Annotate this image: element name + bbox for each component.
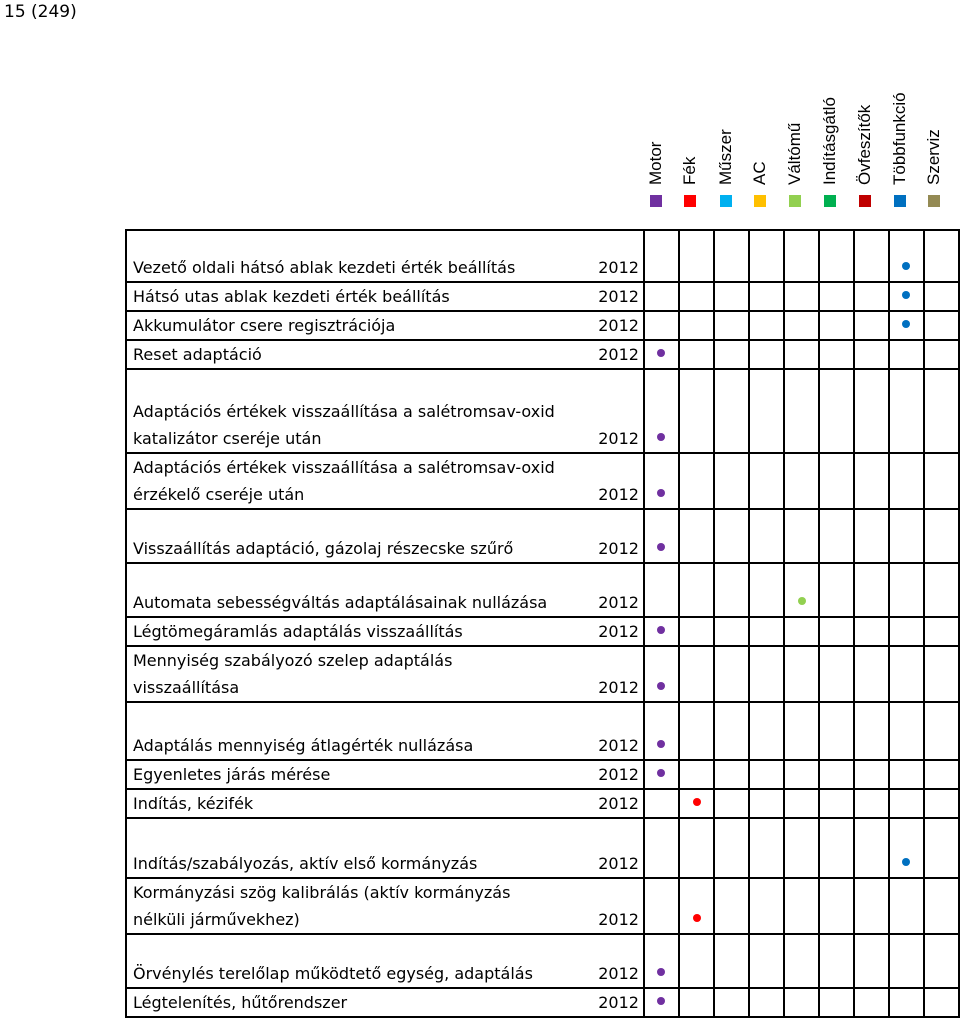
row-text: Hátsó utas ablak kezdeti érték beállítás xyxy=(133,287,450,306)
adaptation-table xyxy=(125,229,960,1018)
mark-cell-szerviz xyxy=(924,340,959,369)
column-label: Motor xyxy=(646,141,665,185)
row-description xyxy=(133,283,643,310)
row-text: Mennyiség szabályozó szelep adaptálás visszaállítása xyxy=(133,651,453,697)
mark-cell-ovfeszitok xyxy=(854,369,889,453)
row-text: Légtelenítés, hűtőrendszer xyxy=(133,993,348,1012)
mark-cell-ovfeszitok xyxy=(854,934,889,988)
mark-cell-szerviz xyxy=(924,453,959,509)
row-description xyxy=(133,454,643,508)
mark-cell-tobbfunkcio xyxy=(889,509,924,563)
mark-cell-szerviz xyxy=(924,702,959,760)
mark-cell-szerviz xyxy=(924,760,959,789)
category-dot-icon xyxy=(657,997,665,1005)
mark-cell-muszer xyxy=(714,646,749,702)
mark-cell-muszer xyxy=(714,509,749,563)
mark-cell-motor xyxy=(644,453,679,509)
mark-cell-szerviz xyxy=(924,646,959,702)
category-dot-icon xyxy=(657,740,665,748)
category-dot-icon xyxy=(902,262,910,270)
mark-cell-szerviz xyxy=(924,563,959,617)
mark-cell-muszer xyxy=(714,282,749,311)
category-dot-icon xyxy=(902,320,910,328)
column-label: Váltómű xyxy=(785,122,804,185)
row-text: Automata sebességváltás adaptálásainak nullázása xyxy=(133,593,548,612)
mark-cell-tobbfunkcio xyxy=(889,282,924,311)
table-row xyxy=(126,617,959,646)
mark-cell-ovfeszitok xyxy=(854,617,889,646)
mark-cell-ac xyxy=(749,311,784,340)
mark-cell-muszer xyxy=(714,563,749,617)
column-headers xyxy=(0,0,960,230)
column-label: Indításgátló xyxy=(820,97,839,185)
category-dot-icon xyxy=(657,769,665,777)
row-year: 2012 xyxy=(598,429,639,448)
mark-cell-ovfeszitok xyxy=(854,311,889,340)
mark-cell-valtomu xyxy=(784,282,819,311)
mark-cell-valtomu xyxy=(784,453,819,509)
row-description xyxy=(133,732,643,759)
mark-cell-inditasgatlo xyxy=(819,818,854,878)
mark-cell-ovfeszitok xyxy=(854,340,889,369)
row-description xyxy=(133,398,643,452)
mark-cell-ac xyxy=(749,282,784,311)
table-row xyxy=(126,818,959,878)
row-text: Reset adaptáció xyxy=(133,345,262,364)
mark-cell-fek xyxy=(679,934,714,988)
column-color-swatch xyxy=(894,195,906,207)
mark-cell-szerviz xyxy=(924,789,959,818)
row-description-cell xyxy=(126,988,644,1017)
mark-cell-tobbfunkcio xyxy=(889,760,924,789)
row-year: 2012 xyxy=(598,539,639,558)
mark-cell-tobbfunkcio xyxy=(889,453,924,509)
column-label: Többfunkció xyxy=(890,92,909,185)
row-text: Légtömegáramlás adaptálás visszaállítás xyxy=(133,622,463,641)
row-description xyxy=(133,254,643,281)
category-dot-icon xyxy=(798,597,806,605)
table-row xyxy=(126,369,959,453)
mark-cell-ac xyxy=(749,369,784,453)
mark-cell-ac xyxy=(749,702,784,760)
row-year: 2012 xyxy=(598,765,639,784)
row-description-cell xyxy=(126,282,644,311)
row-year: 2012 xyxy=(598,964,639,983)
table-row xyxy=(126,878,959,934)
row-text: Egyenletes járás mérése xyxy=(133,765,331,784)
mark-cell-muszer xyxy=(714,934,749,988)
category-dot-icon xyxy=(693,914,701,922)
table-row xyxy=(126,311,959,340)
mark-cell-ac xyxy=(749,789,784,818)
mark-cell-inditasgatlo xyxy=(819,878,854,934)
mark-cell-fek xyxy=(679,453,714,509)
mark-cell-tobbfunkcio xyxy=(889,789,924,818)
mark-cell-inditasgatlo xyxy=(819,563,854,617)
row-text: Akkumulátor csere regisztrációja xyxy=(133,316,396,335)
row-year: 2012 xyxy=(598,593,639,612)
mark-cell-szerviz xyxy=(924,509,959,563)
mark-cell-ac xyxy=(749,988,784,1017)
row-description-cell xyxy=(126,230,644,282)
row-description-cell xyxy=(126,369,644,453)
row-description-cell xyxy=(126,646,644,702)
mark-cell-ac xyxy=(749,934,784,988)
mark-cell-ac xyxy=(749,453,784,509)
mark-cell-inditasgatlo xyxy=(819,760,854,789)
category-dot-icon xyxy=(657,543,665,551)
mark-cell-tobbfunkcio xyxy=(889,311,924,340)
mark-cell-fek xyxy=(679,818,714,878)
row-text: Vezető oldali hátsó ablak kezdeti érték beállítás xyxy=(133,258,516,277)
mark-cell-muszer xyxy=(714,453,749,509)
category-dot-icon xyxy=(657,349,665,357)
row-description xyxy=(133,960,643,987)
row-description xyxy=(133,618,643,645)
mark-cell-inditasgatlo xyxy=(819,282,854,311)
table-row xyxy=(126,789,959,818)
mark-cell-ac xyxy=(749,617,784,646)
mark-cell-inditasgatlo xyxy=(819,340,854,369)
column-color-swatch xyxy=(754,195,766,207)
row-year: 2012 xyxy=(598,316,639,335)
mark-cell-ovfeszitok xyxy=(854,878,889,934)
row-description-cell xyxy=(126,509,644,563)
row-text: Örvénylés terelőlap működtető egység, adaptálás xyxy=(133,964,533,983)
mark-cell-szerviz xyxy=(924,230,959,282)
table-row xyxy=(126,563,959,617)
row-text: Visszaállítás adaptáció, gázolaj részecske szűrő xyxy=(133,539,514,558)
mark-cell-fek xyxy=(679,878,714,934)
mark-cell-szerviz xyxy=(924,282,959,311)
category-dot-icon xyxy=(657,489,665,497)
mark-cell-valtomu xyxy=(784,509,819,563)
mark-cell-valtomu xyxy=(784,230,819,282)
column-color-swatch xyxy=(650,195,662,207)
mark-cell-ac xyxy=(749,818,784,878)
mark-cell-valtomu xyxy=(784,369,819,453)
mark-cell-szerviz xyxy=(924,934,959,988)
row-description xyxy=(133,647,643,701)
mark-cell-ovfeszitok xyxy=(854,509,889,563)
row-text: Indítás, kézifék xyxy=(133,794,254,813)
row-description-cell xyxy=(126,878,644,934)
mark-cell-tobbfunkcio xyxy=(889,878,924,934)
column-label: Fék xyxy=(680,156,699,185)
row-year: 2012 xyxy=(598,910,639,929)
mark-cell-muszer xyxy=(714,789,749,818)
mark-cell-fek xyxy=(679,760,714,789)
mark-cell-inditasgatlo xyxy=(819,789,854,818)
mark-cell-fek xyxy=(679,230,714,282)
mark-cell-fek xyxy=(679,369,714,453)
mark-cell-inditasgatlo xyxy=(819,702,854,760)
mark-cell-valtomu xyxy=(784,563,819,617)
mark-cell-inditasgatlo xyxy=(819,646,854,702)
mark-cell-ovfeszitok xyxy=(854,563,889,617)
mark-cell-tobbfunkcio xyxy=(889,702,924,760)
mark-cell-inditasgatlo xyxy=(819,453,854,509)
mark-cell-ovfeszitok xyxy=(854,988,889,1017)
mark-cell-fek xyxy=(679,702,714,760)
mark-cell-tobbfunkcio xyxy=(889,340,924,369)
row-year: 2012 xyxy=(598,678,639,697)
row-description-cell xyxy=(126,311,644,340)
mark-cell-valtomu xyxy=(784,934,819,988)
row-year: 2012 xyxy=(598,854,639,873)
mark-cell-inditasgatlo xyxy=(819,369,854,453)
mark-cell-motor xyxy=(644,563,679,617)
column-color-swatch xyxy=(859,195,871,207)
mark-cell-motor xyxy=(644,878,679,934)
table-row xyxy=(126,988,959,1017)
mark-cell-ac xyxy=(749,230,784,282)
mark-cell-motor xyxy=(644,818,679,878)
column-label: AC xyxy=(750,161,769,185)
mark-cell-muszer xyxy=(714,230,749,282)
table-row xyxy=(126,702,959,760)
mark-cell-inditasgatlo xyxy=(819,230,854,282)
mark-cell-tobbfunkcio xyxy=(889,988,924,1017)
mark-cell-fek xyxy=(679,789,714,818)
mark-cell-inditasgatlo xyxy=(819,617,854,646)
mark-cell-muszer xyxy=(714,878,749,934)
category-dot-icon xyxy=(657,626,665,634)
mark-cell-muszer xyxy=(714,818,749,878)
category-dot-icon xyxy=(657,968,665,976)
mark-cell-muszer xyxy=(714,760,749,789)
mark-cell-ac xyxy=(749,340,784,369)
row-year: 2012 xyxy=(598,622,639,641)
table-row xyxy=(126,453,959,509)
column-label: Övfeszítők xyxy=(855,104,874,185)
mark-cell-fek xyxy=(679,617,714,646)
mark-cell-motor xyxy=(644,789,679,818)
row-text: Adaptációs értékek visszaállítása a salétromsav-oxid katalizátor cseréje után xyxy=(133,402,555,448)
category-dot-icon xyxy=(902,291,910,299)
mark-cell-valtomu xyxy=(784,760,819,789)
mark-cell-muszer xyxy=(714,988,749,1017)
column-label: Szerviz xyxy=(924,129,943,185)
mark-cell-valtomu xyxy=(784,789,819,818)
row-description xyxy=(133,879,643,933)
mark-cell-inditasgatlo xyxy=(819,934,854,988)
mark-cell-motor xyxy=(644,230,679,282)
row-description-cell xyxy=(126,453,644,509)
row-year: 2012 xyxy=(598,287,639,306)
mark-cell-tobbfunkcio xyxy=(889,934,924,988)
row-description-cell xyxy=(126,702,644,760)
table-row xyxy=(126,340,959,369)
mark-cell-muszer xyxy=(714,311,749,340)
mark-cell-motor xyxy=(644,282,679,311)
row-description xyxy=(133,535,643,562)
mark-cell-tobbfunkcio xyxy=(889,369,924,453)
mark-cell-fek xyxy=(679,988,714,1017)
mark-cell-valtomu xyxy=(784,988,819,1017)
mark-cell-tobbfunkcio xyxy=(889,617,924,646)
mark-cell-inditasgatlo xyxy=(819,988,854,1017)
category-dot-icon xyxy=(902,858,910,866)
row-description-cell xyxy=(126,340,644,369)
mark-cell-fek xyxy=(679,563,714,617)
mark-cell-ovfeszitok xyxy=(854,282,889,311)
mark-cell-szerviz xyxy=(924,617,959,646)
mark-cell-valtomu xyxy=(784,878,819,934)
mark-cell-ovfeszitok xyxy=(854,789,889,818)
mark-cell-ovfeszitok xyxy=(854,230,889,282)
mark-cell-muszer xyxy=(714,340,749,369)
mark-cell-ovfeszitok xyxy=(854,646,889,702)
mark-cell-valtomu xyxy=(784,818,819,878)
column-color-swatch xyxy=(928,195,940,207)
row-description-cell xyxy=(126,934,644,988)
column-label: Műszer xyxy=(716,129,735,185)
mark-cell-ac xyxy=(749,509,784,563)
mark-cell-valtomu xyxy=(784,340,819,369)
mark-cell-inditasgatlo xyxy=(819,509,854,563)
row-description-cell xyxy=(126,563,644,617)
mark-cell-szerviz xyxy=(924,988,959,1017)
mark-cell-fek xyxy=(679,282,714,311)
row-year: 2012 xyxy=(598,736,639,755)
mark-cell-szerviz xyxy=(924,878,959,934)
mark-cell-motor xyxy=(644,509,679,563)
row-description-cell xyxy=(126,789,644,818)
mark-cell-valtomu xyxy=(784,617,819,646)
column-color-swatch xyxy=(720,195,732,207)
row-text: Adaptálás mennyiség átlagérték nullázása xyxy=(133,736,474,755)
row-year: 2012 xyxy=(598,794,639,813)
mark-cell-motor xyxy=(644,702,679,760)
mark-cell-fek xyxy=(679,340,714,369)
page-number: 15 (249) xyxy=(4,2,77,22)
mark-cell-inditasgatlo xyxy=(819,311,854,340)
mark-cell-ovfeszitok xyxy=(854,760,889,789)
mark-cell-motor xyxy=(644,760,679,789)
table-row xyxy=(126,230,959,282)
column-color-swatch xyxy=(789,195,801,207)
row-description xyxy=(133,312,643,339)
category-dot-icon xyxy=(657,682,665,690)
row-description xyxy=(133,989,643,1016)
mark-cell-szerviz xyxy=(924,818,959,878)
mark-cell-muszer xyxy=(714,369,749,453)
mark-cell-valtomu xyxy=(784,702,819,760)
row-description xyxy=(133,589,643,616)
mark-cell-ac xyxy=(749,646,784,702)
table-row xyxy=(126,646,959,702)
column-color-swatch xyxy=(824,195,836,207)
mark-cell-fek xyxy=(679,311,714,340)
mark-cell-fek xyxy=(679,509,714,563)
row-text: Kormányzási szög kalibrálás (aktív kormányzás nélküli járművekhez) xyxy=(133,883,511,929)
mark-cell-valtomu xyxy=(784,311,819,340)
mark-cell-ovfeszitok xyxy=(854,818,889,878)
row-description-cell xyxy=(126,818,644,878)
row-year: 2012 xyxy=(598,258,639,277)
table-row xyxy=(126,760,959,789)
mark-cell-szerviz xyxy=(924,311,959,340)
mark-cell-motor xyxy=(644,311,679,340)
row-description xyxy=(133,790,643,817)
row-description-cell xyxy=(126,617,644,646)
mark-cell-ac xyxy=(749,760,784,789)
mark-cell-tobbfunkcio xyxy=(889,818,924,878)
mark-cell-szerviz xyxy=(924,369,959,453)
mark-cell-ac xyxy=(749,563,784,617)
row-description xyxy=(133,341,643,368)
mark-cell-motor xyxy=(644,988,679,1017)
row-year: 2012 xyxy=(598,485,639,504)
table-row xyxy=(126,509,959,563)
category-dot-icon xyxy=(657,433,665,441)
mark-cell-motor xyxy=(644,617,679,646)
table-row xyxy=(126,282,959,311)
row-description xyxy=(133,850,643,877)
mark-cell-muszer xyxy=(714,702,749,760)
mark-cell-valtomu xyxy=(784,646,819,702)
row-year: 2012 xyxy=(598,993,639,1012)
mark-cell-fek xyxy=(679,646,714,702)
row-description-cell xyxy=(126,760,644,789)
mark-cell-motor xyxy=(644,369,679,453)
mark-cell-tobbfunkcio xyxy=(889,646,924,702)
mark-cell-ovfeszitok xyxy=(854,453,889,509)
mark-cell-motor xyxy=(644,340,679,369)
column-color-swatch xyxy=(684,195,696,207)
mark-cell-muszer xyxy=(714,617,749,646)
row-text: Adaptációs értékek visszaállítása a salétromsav-oxid érzékelő cseréje után xyxy=(133,458,555,504)
mark-cell-ac xyxy=(749,878,784,934)
row-text: Indítás/szabályozás, aktív első kormányzás xyxy=(133,854,478,873)
mark-cell-ovfeszitok xyxy=(854,702,889,760)
mark-cell-motor xyxy=(644,934,679,988)
mark-cell-tobbfunkcio xyxy=(889,563,924,617)
table-row xyxy=(126,934,959,988)
mark-cell-tobbfunkcio xyxy=(889,230,924,282)
row-year: 2012 xyxy=(598,345,639,364)
category-dot-icon xyxy=(693,798,701,806)
mark-cell-motor xyxy=(644,646,679,702)
row-description xyxy=(133,761,643,788)
